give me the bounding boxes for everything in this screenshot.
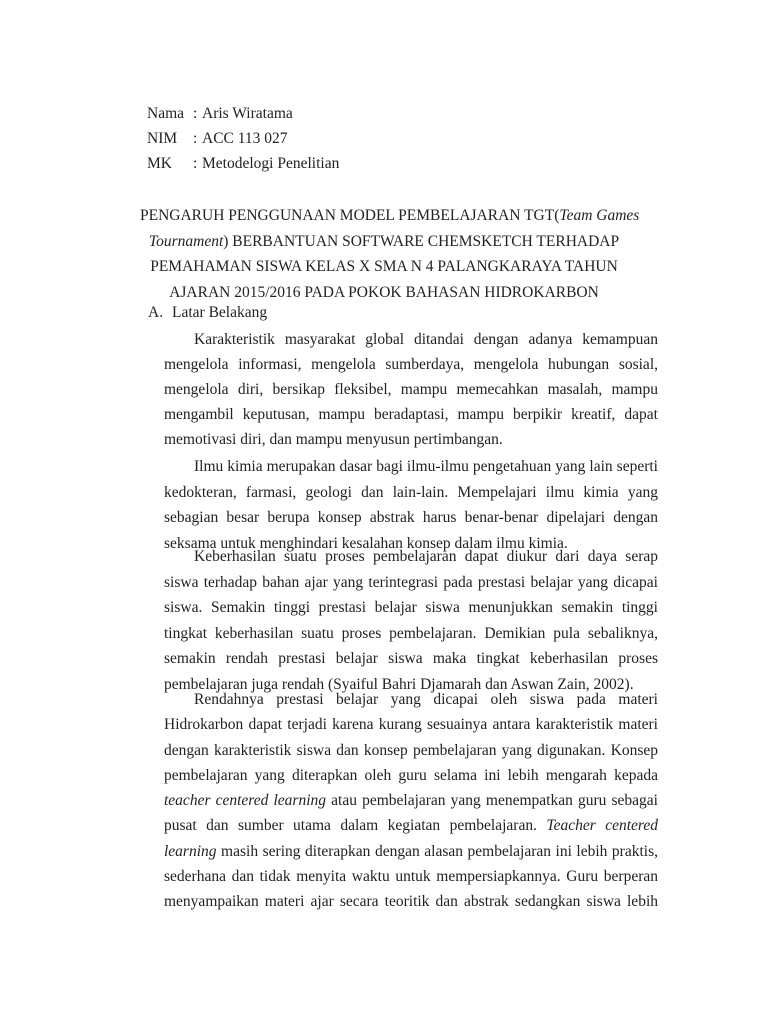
paragraph-line: kedokteran, farmasi, geologi dan lain-lain. Mempelajari ilmu kimia yang [164, 483, 658, 501]
paragraph-line: Hidrokarbon dapat terjadi karena kurang sesuainya antara karakteristik materi [164, 716, 658, 734]
paragraph-line [164, 813, 658, 838]
title-line-2-text: ) BERBANTUAN SOFTWARE CHEMSKETCH TERHADAP [223, 232, 620, 250]
nim-value: ACC 113 027 [202, 130, 288, 147]
paragraph-2 [164, 454, 658, 556]
paragraph-line: Ilmu kimia merupakan dasar bagi ilmu-ilmu pengetahuan yang lain seperti [194, 458, 658, 475]
name-colon: : [193, 105, 198, 122]
title-line-2-italic: Tournament [148, 232, 224, 250]
paragraph-line: sederhana dan tidak menyita waktu untuk mempersiapkannya. Guru berperan [164, 868, 658, 886]
name-row [147, 101, 339, 126]
nim-colon: : [193, 130, 198, 147]
nim-label: NIM [147, 130, 178, 147]
paragraph-3 [164, 544, 658, 697]
paragraph-line: dengan karakteristik siswa dan konsep pembelajaran yang digunakan. Konsep [164, 741, 658, 759]
paragraph-line: sebagian besar berupa konsep abstrak harus benar-benar dipelajari dengan [164, 509, 658, 526]
name-value: Aris Wiratama [202, 105, 293, 122]
italic-term: teacher centered learning [164, 792, 327, 810]
nim-row [147, 126, 339, 151]
line-text: pusat dan sumber utama dalam kegiatan pembelajaran. [164, 817, 547, 835]
paragraph-line: tingkat keberhasilan suatu proses pembelajaran. Demikian pula sebaliknya, [164, 624, 658, 642]
course-row [147, 151, 339, 176]
title-line-3: PEMAHAMAN SISWA KELAS X SMA N 4 PALANGKARAYA TAHUN [150, 258, 618, 275]
title-line-1-italic: Team Games [559, 207, 640, 224]
section-heading [148, 301, 267, 325]
title-line-1-text: PENGARUH PENGGUNAAN MODEL PEMBELAJARAN TGT( [140, 207, 560, 224]
paragraph-4 [164, 687, 658, 915]
title-line-2 [140, 229, 628, 255]
student-info [147, 101, 339, 176]
italic-term: learning [164, 842, 217, 860]
title-line-4: AJARAN 2015/2016 PADA POKOK BAHASAN HIDROKARBON [169, 283, 599, 301]
paragraph-line: Rendahnya prestasi belajar yang dicapai oleh siswa pada materi [194, 691, 658, 708]
paragraph-line: pembelajaran juga rendah (Syaiful Bahri Djamarah dan Aswan Zain, 2002). [164, 675, 634, 693]
course-colon: : [193, 155, 198, 172]
section-title: Latar Belakang [172, 304, 268, 321]
paragraph-line: menyampaikan materi ajar secara teoritik dan abstrak sedangkan siswa lebih [164, 893, 658, 911]
course-value: Metodelogi Penelitian [202, 155, 340, 172]
paragraph-line: seksama untuk menghindari kesalahan konsep dalam ilmu kimia. [164, 534, 568, 552]
title-line-1 [140, 203, 640, 229]
italic-term: Teacher centered [546, 817, 658, 835]
paragraph-line [164, 839, 658, 864]
paragraph-line: Keberhasilan suatu proses pembelajaran dapat diukur dari daya serap [194, 548, 658, 565]
paragraph-line [164, 788, 658, 813]
document-title [140, 203, 640, 305]
paragraph-line: pembelajaran yang diterapkan oleh guru selama ini lebih mengarah kepada [164, 766, 658, 784]
course-label: MK [147, 155, 172, 172]
section-number: A. [148, 304, 164, 321]
paragraph-line: semakin rendah prestasi belajar siswa maka tingkat keberhasilan proses [164, 650, 658, 667]
paragraph-line: siswa terhadap bahan ajar yang terintegrasi pada prestasi belajar yang dicapai [164, 573, 658, 591]
paragraph-line: mengelola diri, bersikap fleksibel, mampu memecahkan masalah, mampu [164, 381, 658, 398]
line-text: masih sering diterapkan dengan alasan pembelajaran ini lebih praktis, [216, 842, 658, 860]
line-text: atau pembelajaran yang menempatkan guru sebagai [326, 792, 658, 810]
paragraph-line: Karakteristik masyarakat global ditandai dengan adanya kemampuan [194, 331, 658, 348]
paragraph-line: mengambil keputusan, mampu beradaptasi, mampu berpikir kreatif, dapat [164, 406, 658, 423]
paragraph-line: mengelola informasi, mengelola sumberdaya, mengelola hubungan sosial, [164, 356, 658, 373]
paragraph-1 [164, 327, 658, 452]
name-label: Nama [147, 105, 185, 122]
paragraph-line: siswa. Semakin tinggi prestasi belajar siswa menunjukkan semakin tinggi [164, 599, 658, 616]
paragraph-line: memotivasi diri, dan mampu menyusun pertimbangan. [164, 431, 503, 448]
